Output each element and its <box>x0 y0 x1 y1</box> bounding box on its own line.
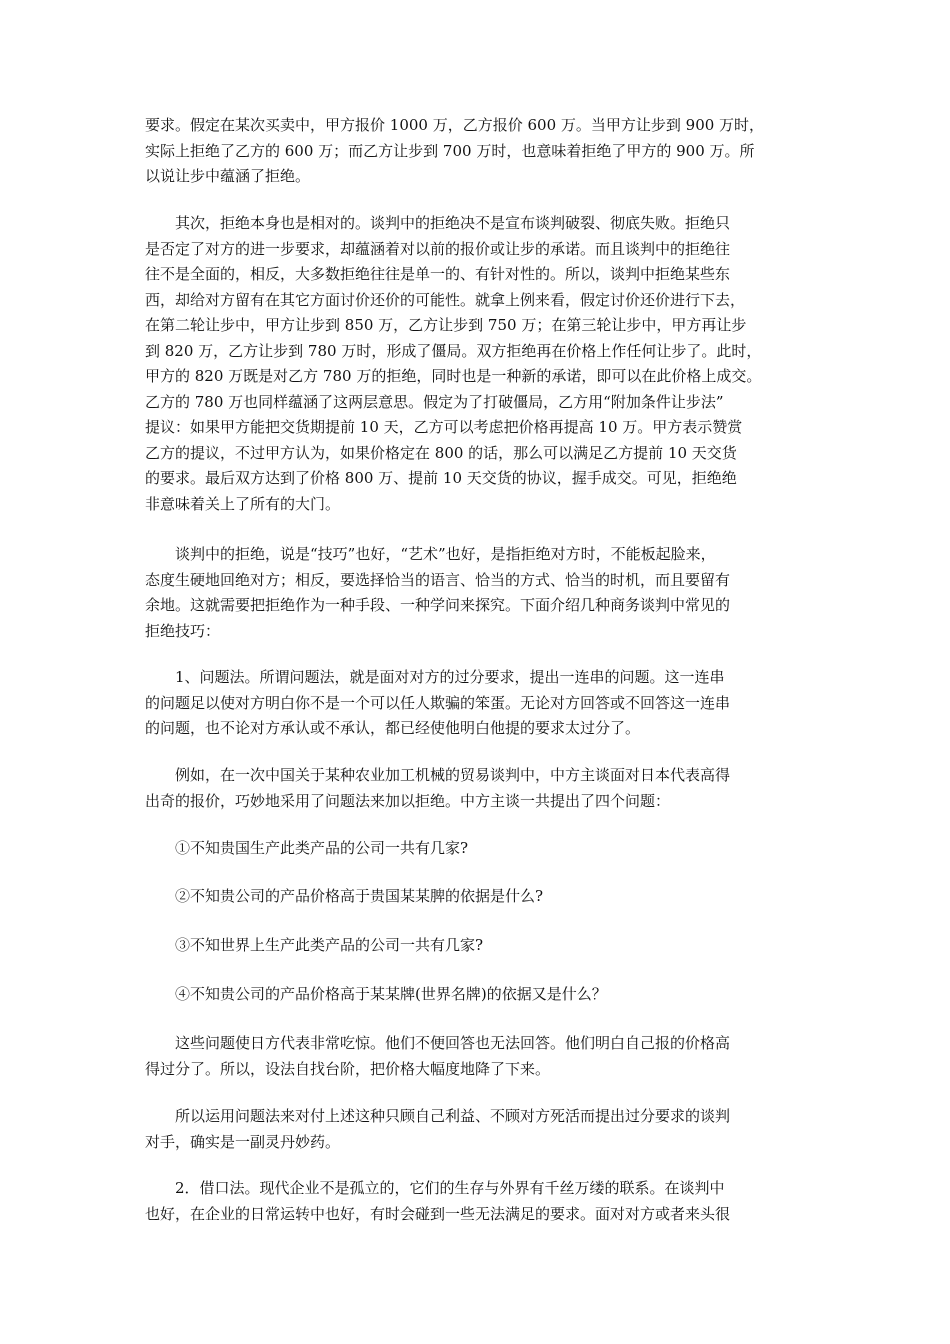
text-line: 1、问题法。所谓问题法，就是面对对方的过分要求，提出一连串的问题。这一连串 <box>145 668 725 686</box>
paragraph-example <box>145 763 805 814</box>
text-line: 出奇的报价，巧妙地采用了问题法来加以拒绝。中方主谈一共提出了四个问题： <box>145 791 671 810</box>
question-item-3 <box>145 933 805 959</box>
text-line: 提议：如果甲方能把交货期提前 10 天，乙方可以考虑把价格再提高 10 万。甲方表示赞赏 <box>145 418 743 436</box>
question-item-1 <box>145 836 805 862</box>
text-line: 也好，在企业的日常运转中也好，有时会碰到一些无法满足的要求。面对对方或者来头很 <box>145 1204 731 1223</box>
text-line: 到 820 万，乙方让步到 780 万时，形成了僵局。双方拒绝再在价格上作任何让步了。此时， <box>145 341 762 360</box>
text-line: 乙方的提议，不过甲方认为，如果价格定在 800 的话，那么可以满足乙方提前 10 天交货 <box>145 443 737 462</box>
text-line: 实际上拒绝了乙方的 600 万；而乙方让步到 700 万时，也意味着拒绝了甲方的 900 万。所 <box>145 141 755 160</box>
text-line: 以说让步中蕴涵了拒绝。 <box>145 167 311 185</box>
paragraph-concession-rejection <box>145 113 805 190</box>
text-line: 在第二轮让步中，甲方让步到 850 万，乙方让步到 750 万；在第三轮让步中，甲方再让步 <box>145 316 747 334</box>
text-line: 往不是全面的，相反，大多数拒绝往往是单一的、有针对性的。所以，谈判中拒绝某些东 <box>145 265 731 283</box>
text-line: 的问题，也不论对方承认或不承认，都已经使他明白他提的要求太过分了。 <box>145 719 641 737</box>
text-line: 的问题足以使对方明白你不是一个可以任人欺骗的笨蛋。无论对方回答或不回答这一连串 <box>145 693 731 712</box>
text-line: 的要求。最后双方达到了价格 800 万、提前 10 天交货的协议，握手成交。可见，拒绝绝 <box>145 469 737 487</box>
question-item-4 <box>145 982 805 1008</box>
text-line: ③不知世界上生产此类产品的公司一共有几家? <box>175 936 484 954</box>
text-line: ①不知贵国生产此类产品的公司一共有几家? <box>175 839 469 857</box>
text-line: 其次，拒绝本身也是相对的。谈判中的拒绝决不是宣布谈判破裂、彻底失败。拒绝只 <box>145 214 731 232</box>
text-line: 对手，确实是一副灵丹妙药。 <box>145 1132 341 1151</box>
paragraph-japan-reaction <box>145 1031 805 1082</box>
text-line: 得过分了。所以，设法自找台阶，把价格大幅度地降了下来。 <box>145 1059 551 1078</box>
question-item-2 <box>145 884 805 910</box>
text-line: 乙方的 780 万也同样蕴涵了这两层意思。假定为了打破僵局，乙方用“附加条件让步法” <box>145 392 724 411</box>
text-line: 要求。假定在某次买卖中，甲方报价 1000 万，乙方报价 600 万。当甲方让步到 900 万时， <box>145 116 765 134</box>
text-line: 态度生硬地回绝对方；相反，要选择恰当的语言、恰当的方式、恰当的时机，而且要留有 <box>145 570 731 589</box>
text-line: ②不知贵公司的产品价格高于贵国某某脾的依据是什么? <box>175 887 544 905</box>
text-line: 这些问题使日方代表非常吃惊。他们不便回答也无法回答。他们明白自己报的价格高 <box>145 1034 731 1052</box>
text-line: 所以运用问题法来对付上述这种只顾自己利益、不顾对方死活而提出过分要求的谈判 <box>145 1107 731 1125</box>
text-line: 非意味着关上了所有的大门。 <box>145 494 341 513</box>
paragraph-rejection-skill <box>145 542 805 644</box>
text-line: 例如，在一次中国关于某种农业加工机械的贸易谈判中，中方主谈面对日本代表高得 <box>145 766 731 784</box>
paragraph-excuse-method <box>145 1176 805 1227</box>
text-line: 是否定了对方的进一步要求，却蕴涵着对以前的报价或让步的承诺。而且谈判中的拒绝往 <box>145 239 731 258</box>
paragraph-question-method <box>145 665 805 742</box>
text-line: 甲方的 820 万既是对乙方 780 万的拒绝，同时也是一种新的承诺，即可以在此价格上成交。 <box>145 367 762 385</box>
text-line: 2．借口法。现代企业不是孤立的，它们的生存与外界有千丝万缕的联系。在谈判中 <box>145 1179 725 1197</box>
text-line: 西，却给对方留有在其它方面讨价还价的可能性。就拿上例来看，假定讨价还价进行下去， <box>145 290 746 309</box>
paragraph-relative-rejection <box>145 211 805 517</box>
text-line: 拒绝技巧： <box>145 621 221 640</box>
text-line: 谈判中的拒绝，说是“技巧”也好，“艺术”也好，是指拒绝对方时，不能板起脸来， <box>145 545 716 563</box>
text-line: 余地。这就需要把拒绝作为一种手段、一种学问来探究。下面介绍几种商务谈判中常见的 <box>145 596 731 614</box>
paragraph-conclusion <box>145 1104 805 1155</box>
text-line: ④不知贵公司的产品价格高于某某牌(世界名牌)的依据又是什么？ <box>175 985 607 1003</box>
